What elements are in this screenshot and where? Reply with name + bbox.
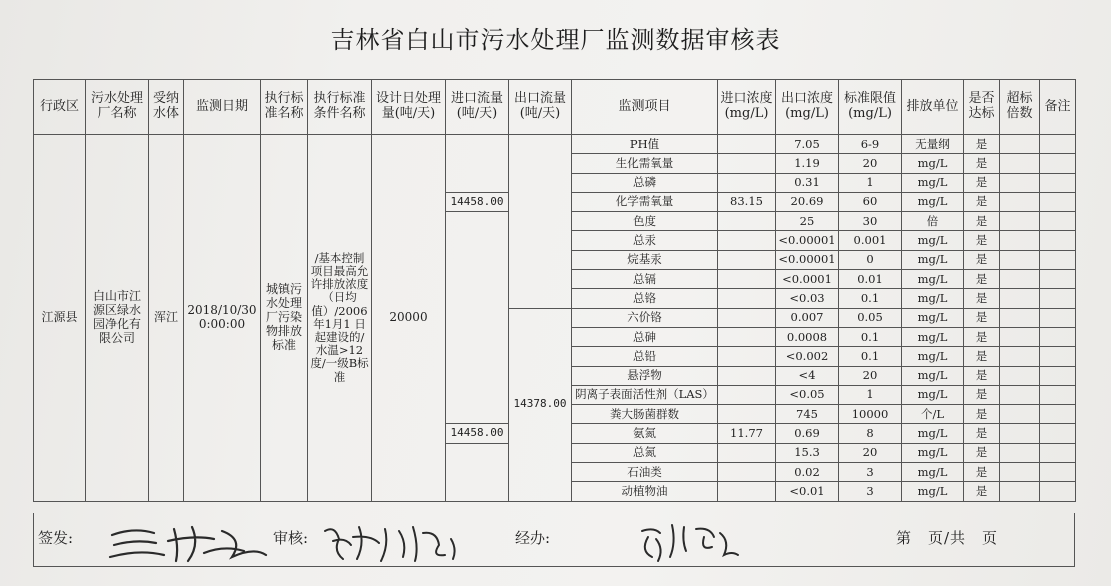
unit-cell: mg/L [902,347,964,366]
review-label: 审核: [273,529,309,547]
outlet-conc-cell: 25 [776,212,839,231]
col-header: 监测日期 [184,80,261,135]
exceed-cell [1000,482,1040,501]
exceed-cell [1000,135,1040,154]
limit-cell: 0.001 [839,231,902,250]
compliant-cell: 是 [964,289,1000,308]
item-name-cell: PH值 [572,135,718,154]
limit-cell: 8 [839,424,902,443]
limit-cell: 20 [839,154,902,173]
remark-cell [1040,135,1076,154]
limit-cell: 10000 [839,405,902,424]
inlet-conc-cell [718,231,776,250]
outlet-conc-cell: 0.0008 [776,327,839,346]
limit-cell: 60 [839,192,902,211]
exceed-cell [1000,231,1040,250]
item-name-cell: 悬浮物 [572,366,718,385]
limit-cell: 0.1 [839,347,902,366]
unit-cell: mg/L [902,366,964,385]
outlet-conc-cell: <0.00001 [776,231,839,250]
inlet-conc-cell [718,385,776,404]
compliant-cell: 是 [964,405,1000,424]
unit-cell: mg/L [902,192,964,211]
compliant-cell: 是 [964,270,1000,289]
unit-cell: mg/L [902,482,964,501]
water-body-cell: 浑江 [149,135,184,502]
sign-label: 签发: [38,529,74,547]
outlet-conc-cell: <0.0001 [776,270,839,289]
outlet-conc-cell: <4 [776,366,839,385]
unit-cell: mg/L [902,270,964,289]
unit-cell: mg/L [902,154,964,173]
compliant-cell: 是 [964,443,1000,462]
remark-cell [1040,463,1076,482]
remark-cell [1040,347,1076,366]
item-name-cell: 粪大肠菌群数 [572,405,718,424]
exceed-cell [1000,366,1040,385]
outlet-flow-empty [509,135,572,309]
inlet-flow-empty [446,135,509,193]
outlet-conc-cell: 0.69 [776,424,839,443]
limit-cell: 0.05 [839,308,902,327]
col-header: 进口浓度(mg/L) [718,80,776,135]
item-name-cell: 总砷 [572,327,718,346]
compliant-cell: 是 [964,250,1000,269]
outlet-conc-cell: <0.05 [776,385,839,404]
item-name-cell: 总铬 [572,289,718,308]
compliant-cell: 是 [964,231,1000,250]
unit-cell: mg/L [902,308,964,327]
table-row [34,135,1076,154]
exceed-cell [1000,173,1040,192]
col-header: 是否达标 [964,80,1000,135]
compliant-cell: 是 [964,173,1000,192]
inlet-conc-cell [718,463,776,482]
inlet-flow-cell: 14458.00 [446,192,509,211]
page-info: 第 页/共 页 [896,529,999,547]
signature-reviewer [319,517,469,565]
signature-issuer [104,517,274,565]
limit-cell: 0.1 [839,289,902,308]
item-name-cell: 总氮 [572,443,718,462]
compliant-cell: 是 [964,347,1000,366]
col-header: 污水处理厂名称 [86,80,149,135]
standard-cell: 城镇污水处理厂污染物排放标准 [261,135,308,502]
compliant-cell: 是 [964,424,1000,443]
col-header: 行政区 [34,80,86,135]
remark-cell [1040,443,1076,462]
remark-cell [1040,231,1076,250]
compliant-cell: 是 [964,366,1000,385]
design-capacity-cell: 20000 [372,135,446,502]
unit-cell: mg/L [902,327,964,346]
item-name-cell: 烷基汞 [572,250,718,269]
outlet-conc-cell: 0.31 [776,173,839,192]
col-header: 受纳水体 [149,80,184,135]
signature-handler [634,517,744,565]
inlet-conc-cell [718,212,776,231]
exceed-cell [1000,270,1040,289]
limit-cell: 30 [839,212,902,231]
limit-cell: 3 [839,463,902,482]
handler-label: 经办: [515,529,551,547]
col-header: 排放单位 [902,80,964,135]
item-name-cell: 总汞 [572,231,718,250]
remark-cell [1040,270,1076,289]
item-name-cell: 六价铬 [572,308,718,327]
exceed-cell [1000,443,1040,462]
remark-cell [1040,405,1076,424]
col-header: 出口流量(吨/天) [509,80,572,135]
unit-cell: mg/L [902,463,964,482]
item-name-cell: 总镉 [572,270,718,289]
compliant-cell: 是 [964,482,1000,501]
col-header: 出口浓度(mg/L) [776,80,839,135]
outlet-conc-cell: 15.3 [776,443,839,462]
outlet-conc-cell: <0.01 [776,482,839,501]
inlet-flow-empty [446,212,509,424]
item-name-cell: 阴离子表面活性剂（LAS） [572,385,718,404]
limit-cell: 20 [839,443,902,462]
item-name-cell: 色度 [572,212,718,231]
outlet-conc-cell: <0.00001 [776,250,839,269]
remark-cell [1040,482,1076,501]
outlet-conc-cell: 745 [776,405,839,424]
limit-cell: 20 [839,366,902,385]
exceed-cell [1000,385,1040,404]
plant-cell: 白山市江源区绿水园净化有限公司 [86,135,149,502]
unit-cell: mg/L [902,385,964,404]
outlet-conc-cell: 0.02 [776,463,839,482]
exceed-cell [1000,192,1040,211]
item-name-cell: 生化需氧量 [572,154,718,173]
item-name-cell: 化学需氧量 [572,192,718,211]
inlet-conc-cell [718,405,776,424]
exceed-cell [1000,212,1040,231]
inlet-conc-cell [718,308,776,327]
unit-cell: mg/L [902,231,964,250]
signature-row [33,513,1075,567]
condition-cell: /基本控制项目最高允许排放浓度（日均值）/2006 年1月1 日起建设的/水温>12度/一级B标准 [308,135,372,502]
unit-cell: 倍 [902,212,964,231]
limit-cell: 1 [839,173,902,192]
item-name-cell: 总磷 [572,173,718,192]
compliant-cell: 是 [964,385,1000,404]
remark-cell [1040,385,1076,404]
remark-cell [1040,250,1076,269]
item-name-cell: 总铅 [572,347,718,366]
compliant-cell: 是 [964,154,1000,173]
inlet-conc-cell [718,443,776,462]
limit-cell: 3 [839,482,902,501]
col-header: 监测项目 [572,80,718,135]
compliant-cell: 是 [964,212,1000,231]
limit-cell: 0.1 [839,327,902,346]
inlet-conc-cell [718,289,776,308]
monitoring-table [33,79,1076,502]
outlet-conc-cell: 1.19 [776,154,839,173]
inlet-conc-cell [718,173,776,192]
exceed-cell [1000,308,1040,327]
remark-cell [1040,173,1076,192]
compliant-cell: 是 [964,463,1000,482]
exceed-cell [1000,154,1040,173]
remark-cell [1040,289,1076,308]
unit-cell: 个/L [902,405,964,424]
page-title: 吉林省白山市污水处理厂监测数据审核表 [330,26,781,54]
outlet-conc-cell: 7.05 [776,135,839,154]
remark-cell [1040,154,1076,173]
inlet-conc-cell [718,366,776,385]
exceed-cell [1000,327,1040,346]
col-header: 备注 [1040,80,1076,135]
inlet-flow-cell: 14458.00 [446,424,509,443]
limit-cell: 6-9 [839,135,902,154]
exceed-cell [1000,424,1040,443]
item-name-cell: 动植物油 [572,482,718,501]
compliant-cell: 是 [964,308,1000,327]
inlet-conc-cell [718,347,776,366]
inlet-conc-cell: 83.15 [718,192,776,211]
remark-cell [1040,366,1076,385]
unit-cell: mg/L [902,250,964,269]
inlet-conc-cell [718,135,776,154]
col-header: 超标倍数 [1000,80,1040,135]
exceed-cell [1000,463,1040,482]
inlet-conc-cell [718,482,776,501]
remark-cell [1040,424,1076,443]
unit-cell: mg/L [902,173,964,192]
item-name-cell: 石油类 [572,463,718,482]
compliant-cell: 是 [964,135,1000,154]
date-cell: 2018/10/30 0:00:00 [184,135,261,502]
item-name-cell: 氨氮 [572,424,718,443]
outlet-conc-cell: <0.03 [776,289,839,308]
remark-cell [1040,192,1076,211]
outlet-conc-cell: <0.002 [776,347,839,366]
inlet-conc-cell [718,154,776,173]
region-cell: 江源县 [34,135,86,502]
outlet-conc-cell: 0.007 [776,308,839,327]
compliant-cell: 是 [964,327,1000,346]
exceed-cell [1000,289,1040,308]
inlet-conc-cell [718,270,776,289]
exceed-cell [1000,347,1040,366]
compliant-cell: 是 [964,192,1000,211]
unit-cell: mg/L [902,443,964,462]
inlet-conc-cell: 11.77 [718,424,776,443]
limit-cell: 0.01 [839,270,902,289]
unit-cell: mg/L [902,289,964,308]
limit-cell: 0 [839,250,902,269]
remark-cell [1040,308,1076,327]
inlet-flow-empty [446,443,509,501]
col-header: 执行标准名称 [261,80,308,135]
exceed-cell [1000,405,1040,424]
remark-cell [1040,327,1076,346]
remark-cell [1040,212,1076,231]
exceed-cell [1000,250,1040,269]
col-header: 设计日处理量(吨/天) [372,80,446,135]
outlet-flow-cell: 14378.00 [509,308,572,501]
col-header: 进口流量(吨/天) [446,80,509,135]
col-header: 执行标准条件名称 [308,80,372,135]
unit-cell: 无量纲 [902,135,964,154]
limit-cell: 1 [839,385,902,404]
inlet-conc-cell [718,327,776,346]
inlet-conc-cell [718,250,776,269]
col-header: 标准限值(mg/L) [839,80,902,135]
unit-cell: mg/L [902,424,964,443]
outlet-conc-cell: 20.69 [776,192,839,211]
header-row [34,80,1076,135]
table-body [34,135,1076,502]
